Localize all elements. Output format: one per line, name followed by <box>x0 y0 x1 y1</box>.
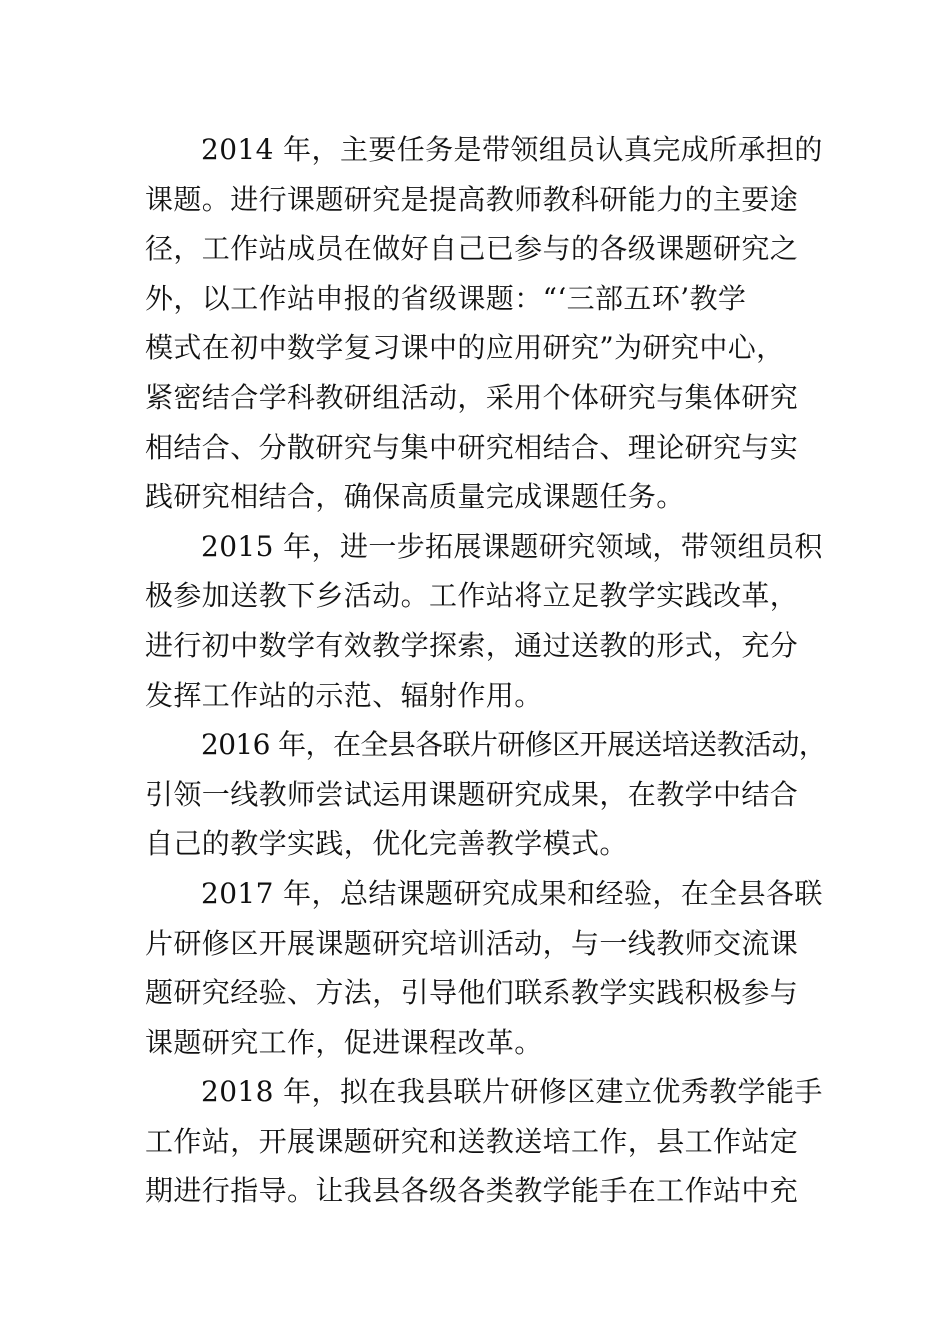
text-line: 期进行指导。让我县各级各类教学能手在工作站中充 <box>145 1174 799 1208</box>
text-line: 极参加送教下乡活动。工作站将立足教学实践改革， <box>145 579 799 613</box>
text-line: 2018 年，拟在我县联片研修区建立优秀教学能手 <box>201 1075 823 1109</box>
paragraph-2016 <box>145 720 835 869</box>
text-line: 径，工作站成员在做好自己已参与的各级课题研究之 <box>145 232 799 266</box>
text-line: 2016 年，在全县各联片研修区开展送培送教活动， <box>201 728 827 762</box>
paragraph-2014 <box>145 125 835 522</box>
text-line: 外，以工作站申报的省级课题：“‘三部五环’教学 <box>145 281 747 315</box>
document-body <box>145 125 835 1216</box>
paragraph-2017 <box>145 869 835 1067</box>
text-line: 自己的教学实践，优化完善教学模式。 <box>145 827 628 861</box>
text-line: 发挥工作站的示范、辐射作用。 <box>145 678 543 712</box>
text-line: 模式在初中数学复习课中的应用研究”为研究中心， <box>145 331 785 365</box>
text-line: 2014 年，主要任务是带领组员认真完成所承担的 <box>201 133 823 166</box>
text-line: 课题研究工作，促进课程改革。 <box>145 1025 543 1059</box>
text-line: 进行初中数学有效教学探索，通过送教的形式，充分 <box>145 628 799 662</box>
text-line: 2015 年，进一步拓展课题研究领域，带领组员积 <box>201 529 823 563</box>
text-line: 践研究相结合，确保高质量完成课题任务。 <box>145 480 685 514</box>
text-line: 课题。进行课题研究是提高教师教科研能力的主要途 <box>145 182 799 216</box>
text-line: 紧密结合学科教研组活动，采用个体研究与集体研究 <box>145 380 799 414</box>
text-line: 2017 年，总结课题研究成果和经验，在全县各联 <box>201 876 823 910</box>
text-line: 工作站，开展课题研究和送教送培工作，县工作站定 <box>145 1124 799 1158</box>
paragraph-2018 <box>145 1067 835 1216</box>
text-line: 引领一线教师尝试运用课题研究成果，在教学中结合 <box>145 777 799 811</box>
text-line: 相结合、分散研究与集中研究相结合、理论研究与实 <box>145 430 799 464</box>
text-line: 题研究经验、方法，引导他们联系教学实践积极参与 <box>145 976 799 1010</box>
paragraph-2015 <box>145 522 835 720</box>
text-line: 片研修区开展课题研究培训活动，与一线教师交流课 <box>145 926 799 960</box>
